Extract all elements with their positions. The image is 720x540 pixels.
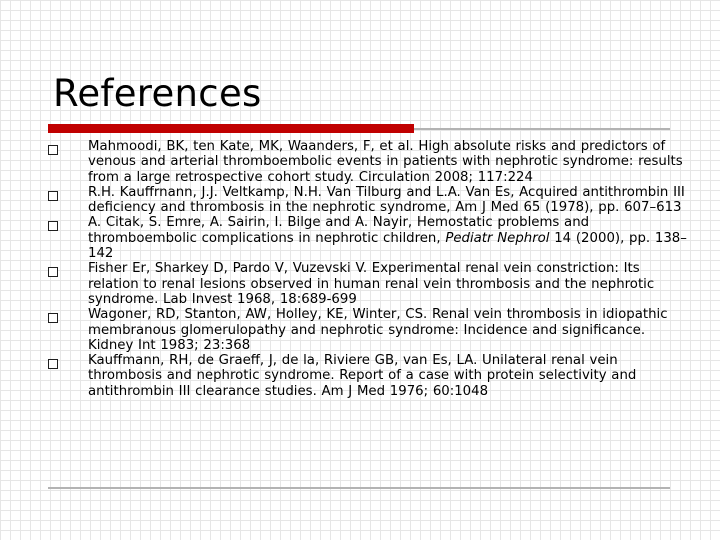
reference-item: [88, 185, 688, 216]
square-bullet-icon: [48, 313, 58, 323]
reference-item: [88, 139, 688, 185]
square-bullet-icon: [48, 221, 58, 231]
square-bullet-icon: [48, 267, 58, 277]
reference-item: [88, 307, 688, 353]
title-underline: [48, 124, 670, 133]
reference-item: [88, 215, 688, 261]
square-bullet-icon: [48, 145, 58, 155]
reference-text: Kauffmann, RH, de Graeff, J, de la, Riviere GB, van Es, LA. Unilateral renal vein thrombosis and nephrotic syndrome. Report of a case with protein selectivity and antithrombin III clearance studies. Am J Med 1976; 60:1048: [88, 353, 637, 399]
title-underline-accent: [48, 124, 414, 133]
title-underline-line: [414, 128, 670, 130]
slide-title: References: [53, 72, 262, 115]
reference-text: Wagoner, RD, Stanton, AW, Holley, KE, Winter, CS. Renal vein thrombosis in idiopathic membranous glomerulopathy and nephrotic syndrome: Incidence and significance. Kidney Int 1983; 23:368: [88, 307, 668, 353]
reference-text: Fisher Er, Sharkey D, Pardo V, Vuzevski V. Experimental renal vein constriction: Its relation to renal lesions observed in human renal vein thrombosis and the nephrotic syndrome. Lab Invest 1968, 18:689-699: [88, 261, 655, 307]
reference-text: A. Citak, S. Emre, A. Sairin, I. Bilge and A. Nayir, Hemostatic problems and thromboembolic complications in nephrotic children, Pediatr Nephrol 14 (2000), pp. 138–142: [88, 215, 687, 262]
references-list: [88, 139, 688, 399]
reference-text: Mahmoodi, BK, ten Kate, MK, Waanders, F, et al. High absolute risks and predictors of venous and arterial thromboembolic events in patients with nephrotic syndrome: results from a large retrospective cohort study. Circulation 2008; 117:224: [88, 139, 683, 185]
square-bullet-icon: [48, 191, 58, 201]
bottom-divider: [48, 487, 670, 489]
reference-item: [88, 261, 688, 307]
square-bullet-icon: [48, 359, 58, 369]
reference-item: [88, 353, 688, 399]
reference-text: R.H. Kauffrnann, J.J. Veltkamp, N.H. Van Tilburg and L.A. Van Es, Acquired antithrombin III deficiency and thrombosis in the nephrotic syndrome, Am J Med 65 (1978), pp. 607–613: [88, 184, 685, 216]
